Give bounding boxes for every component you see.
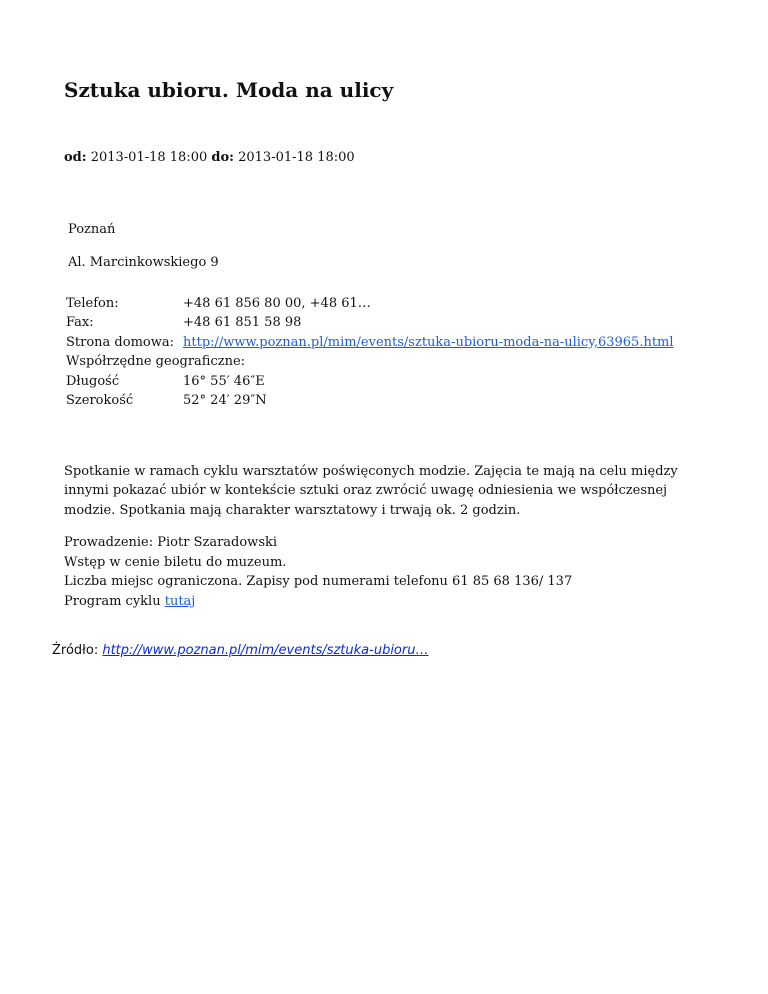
latitude-label: Szerokość <box>66 392 134 408</box>
website-label: Strona domowa: <box>66 334 174 350</box>
program-line <box>64 592 572 612</box>
from-label: od: <box>64 150 87 165</box>
fax-value: +48 61 851 58 98 <box>183 315 302 331</box>
host-line: Prowadzenie: Piotr Szaradowski <box>64 535 278 550</box>
program-link[interactable]: tutaj <box>164 593 196 609</box>
latitude-value: 52° 24′ 29″N <box>183 392 267 408</box>
address-city: Poznań <box>68 222 116 237</box>
seats-line: Liczba miejsc ograniczona. Zapisy pod numerami telefonu 61 85 68 136/ 137 <box>64 574 573 589</box>
event-dates <box>64 148 355 168</box>
event-details <box>64 533 572 611</box>
fax-label: Fax: <box>66 315 94 331</box>
geo-label: Współrzędne geograficzne: <box>66 354 246 370</box>
from-value: 2013-01-18 18:00 <box>90 150 208 165</box>
event-description <box>64 462 704 520</box>
entry-line: Wstęp w cenie biletu do muzeum. <box>64 554 287 570</box>
longitude-label: Długość <box>66 373 120 389</box>
source-label: Źródło: <box>52 643 99 658</box>
source-link[interactable]: http://www.poznan.pl/mim/events/sztuka-ubioru… <box>102 643 429 658</box>
longitude-value: 16° 55′ 46″E <box>183 373 265 389</box>
address-street: Al. Marcinkowskiego 9 <box>68 255 219 270</box>
website-link[interactable]: http://www.poznan.pl/mim/events/sztuka-ubioru-moda-na-ulicy,63965.html <box>183 334 674 350</box>
phone-label: Telefon: <box>66 296 119 311</box>
program-prefix: Program cyklu <box>64 593 161 609</box>
source-line <box>52 641 428 661</box>
to-label: do: <box>211 150 234 165</box>
phone-value: +48 61 856 80 00, +48 61… <box>183 296 371 311</box>
to-value: 2013-01-18 18:00 <box>238 150 355 165</box>
page-title: Sztuka ubioru. Moda na ulicy <box>64 78 394 102</box>
description-text: Spotkanie w ramach cyklu warsztatów poświęconych modzie. Zajęcia te mają na celu między innymi pokazać ubiór w kontekście sztuki oraz zwrócić uwagę odniesienia we współczesnej modzie. Spotkania mają charakter warsztatowy i trwają ok. 2 godzin. <box>64 464 678 518</box>
